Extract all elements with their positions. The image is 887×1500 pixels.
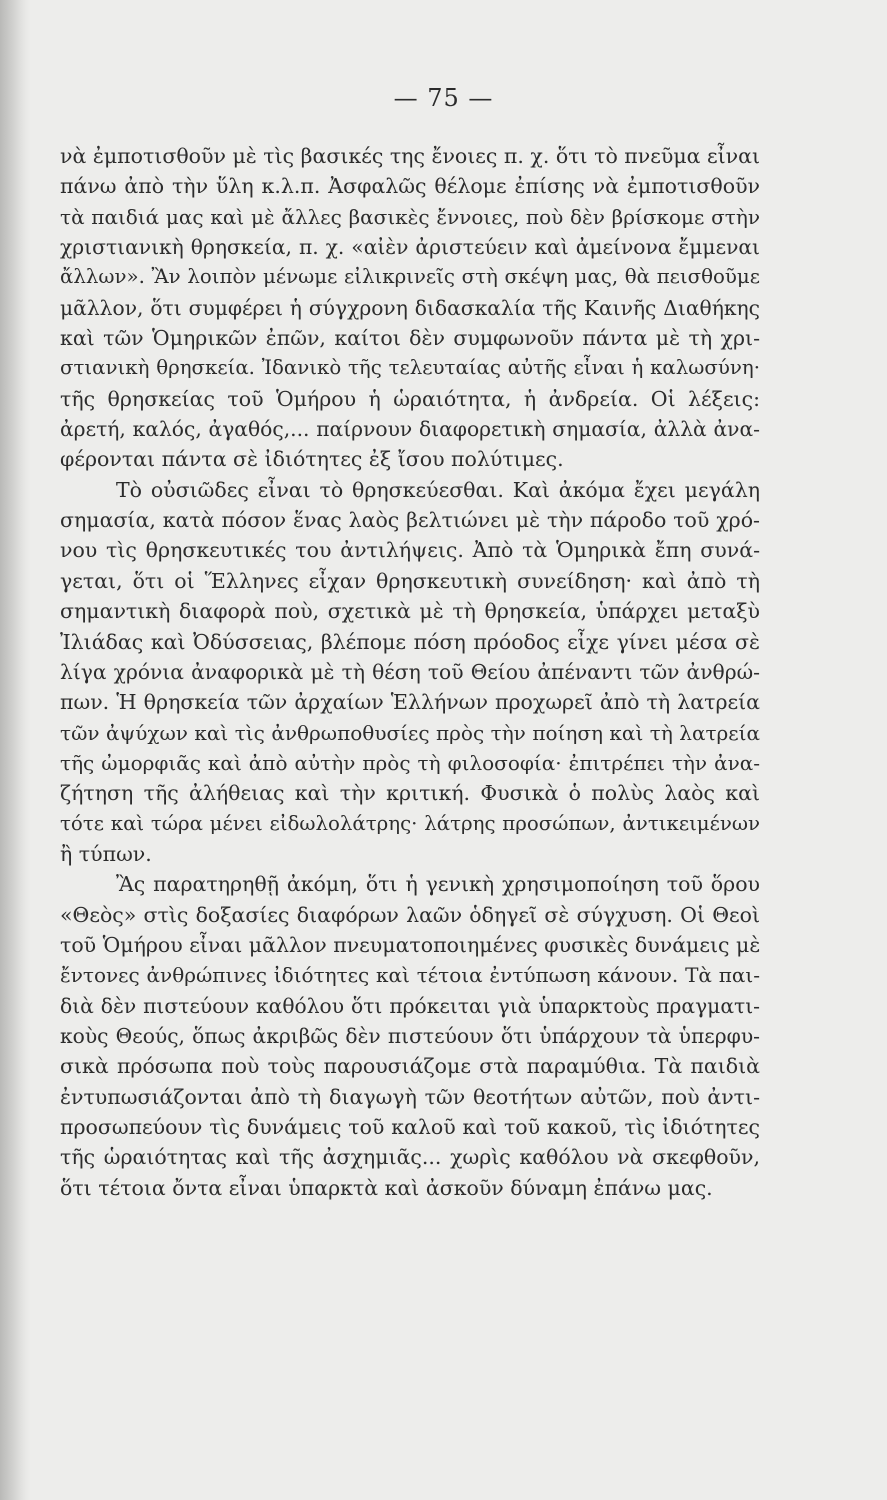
text-line: πων. Ἡ θρησκεία τῶν ἀρχαίων Ἑλλήνων προχωρεῖ ἀπὸ τὴ λατρεία: [60, 690, 760, 715]
text-line: ἄλλων». Ἂν λοιπὸν μένωμε εἰλικρινεῖς στὴ σκέψη μας, θὰ πεισθοῦμε: [60, 265, 760, 289]
text-line: τοῦ Ὁμήρου εἶναι μᾶλλον πνευματοποιημένες φυσικὲς δυνάμεις μὲ: [60, 932, 761, 957]
text-line: νου τὶς θρησκευτικές του ἀντιλήψεις. Ἀπὸ τὰ Ὁμηρικὰ ἔπη συνά-: [60, 538, 760, 563]
text-line: τῶν ἀψύχων καὶ τὶς ἀνθρωποθυσίες πρὸς τὴν ποίηση καὶ τὴ λατρεία: [60, 720, 760, 745]
text-line: ἢ τύπων.: [60, 841, 152, 866]
text-line: ζήτηση τῆς ἀλήθειας καὶ τὴν κριτική. Φυσικὰ ὁ πολὺς λαὸς καὶ: [60, 781, 760, 806]
text-line: σημαντικὴ διαφορὰ ποὺ, σχετικὰ μὲ τὴ θρησκεία, ὑπάρχει μεταξὺ: [60, 599, 760, 624]
text-line: προσωπεύουν τὶς δυνάμεις τοῦ καλοῦ καὶ τοῦ κακοῦ, τὶς ἰδιότητες: [60, 1115, 760, 1139]
text-line: λίγα χρόνια ἀναφορικὰ μὲ τὴ θέση τοῦ Θείου ἀπέναντι τῶν ἀνθρώ-: [60, 659, 760, 684]
text-line: γεται, ὅτι οἱ Ἕλληνες εἶχαν θρησκευτικὴ συνείδηση· καὶ ἀπὸ τὴ: [60, 568, 760, 593]
text-line: ὅτι τέτοια ὄντα εἶναι ὑπαρκτὰ καὶ ἀσκοῦν δύναμη ἐπάνω μας.: [60, 1175, 713, 1200]
text-line: διὰ δὲν πιστεύουν καθόλου ὅτι πρόκειται γιὰ ὑπαρκτοὺς πραγματι-: [60, 993, 760, 1018]
text-line: μᾶλλον, ὅτι συμφέρει ἡ σύγχρονη διδασκαλία τῆς Καινῆς Διαθήκης: [60, 295, 760, 320]
text-line: τῆς ὠμορφιᾶς καὶ ἀπὸ αὐτὴν πρὸς τὴ φιλοσοφία· ἐπιτρέπει τὴν ἀνα-: [60, 750, 760, 775]
text-line: σημασία, κατὰ πόσον ἕνας λαὸς βελτιώνει μὲ τὴν πάροδο τοῦ χρό-: [60, 508, 760, 533]
text-line: ἀρετή, καλός, ἀγαθός,... παίρνουν διαφορετικὴ σημασία, ἀλλὰ ἀνα-: [60, 417, 760, 442]
body-text: [60, 141, 760, 1203]
binding-shadow: [0, 0, 30, 1500]
text-line: ἔντονες ἀνθρώπινες ἰδιότητες καὶ τέτοια ἐντύπωση κάνουν. Τὰ παι-: [60, 963, 760, 988]
text-line: «Θεὸς» στὶς δοξασίες διαφόρων λαῶν ὁδηγεῖ σὲ σύγχυση. Οἱ Θεοὶ: [60, 902, 760, 927]
text-line: καὶ τῶν Ὁμηρικῶν ἐπῶν, καίτοι δὲν συμφωνοῦν πάντα μὲ τὴ χρι-: [60, 326, 760, 351]
text-line: τότε καὶ τώρα μένει εἰδωλολάτρης· λάτρης προσώπων, ἀντικειμένων: [60, 811, 760, 835]
text-line: φέρονται πάντα σὲ ἰδιότητες ἐξ ἴσου πολύτιμες.: [60, 447, 564, 472]
text-line: τῆς θρησκείας τοῦ Ὁμήρου ἡ ὡραιότητα, ἡ ἀνδρεία. Οἱ λέξεις:: [60, 386, 760, 411]
text-line: Ἰλιάδας καὶ Ὀδύσσειας, βλέπομε πόση πρόοδος εἶχε γίνει μέσα σὲ: [60, 629, 760, 654]
page-number: — 75 —: [393, 84, 494, 112]
text-line: νὰ ἐμποτισθοῦν μὲ τὶς βασικές της ἔνοιες π. χ. ὅτι τὸ πνεῦμα εἶναι: [60, 144, 761, 168]
text-line: τὰ παιδιά μας καὶ μὲ ἄλλες βασικὲς ἔννοιες, ποὺ δὲν βρίσκομε στὴν: [60, 204, 760, 229]
text-line: πάνω ἀπὸ τὴν ὕλη κ.λ.π. Ἀσφαλῶς θέλομε ἐπίσης νὰ ἐμποτισθοῦν: [60, 174, 760, 199]
text-line: ἐντυπωσιάζονται ἀπὸ τὴ διαγωγὴ τῶν θεοτήτων αὐτῶν, ποὺ ἀντι-: [60, 1084, 760, 1109]
text-line: στιανικὴ θρησκεία. Ἰδανικὸ τῆς τελευταίας αὐτῆς εἶναι ἡ καλωσύνη·: [60, 356, 760, 380]
text-line: τῆς ὡραιότητας καὶ τῆς ἀσχημιᾶς... χωρὶς καθόλου νὰ σκεφθοῦν,: [60, 1145, 760, 1170]
text-line: χριστιανικὴ θρησκεία, π. χ. «αἰὲν ἀριστεύειν καὶ ἀμείνονα ἔμμεναι: [60, 235, 760, 260]
text-line: κοὺς Θεούς, ὅπως ἀκριβῶς δὲν πιστεύουν ὅτι ὑπάρχουν τὰ ὑπερφυ-: [60, 1023, 760, 1048]
text-line: Ἂς παρατηρηθῇ ἀκόμη, ὅτι ἡ γενικὴ χρησιμοποίηση τοῦ ὅρου: [116, 872, 760, 897]
text-line: σικὰ πρόσωπα ποὺ τοὺς παρουσιάζομε στὰ παραμύθια. Τὰ παιδιὰ: [60, 1054, 760, 1079]
text-line: Τὸ οὐσιῶδες εἶναι τὸ θρησκεύεσθαι. Καὶ ἀκόμα ἔχει μεγάλη: [116, 477, 760, 502]
